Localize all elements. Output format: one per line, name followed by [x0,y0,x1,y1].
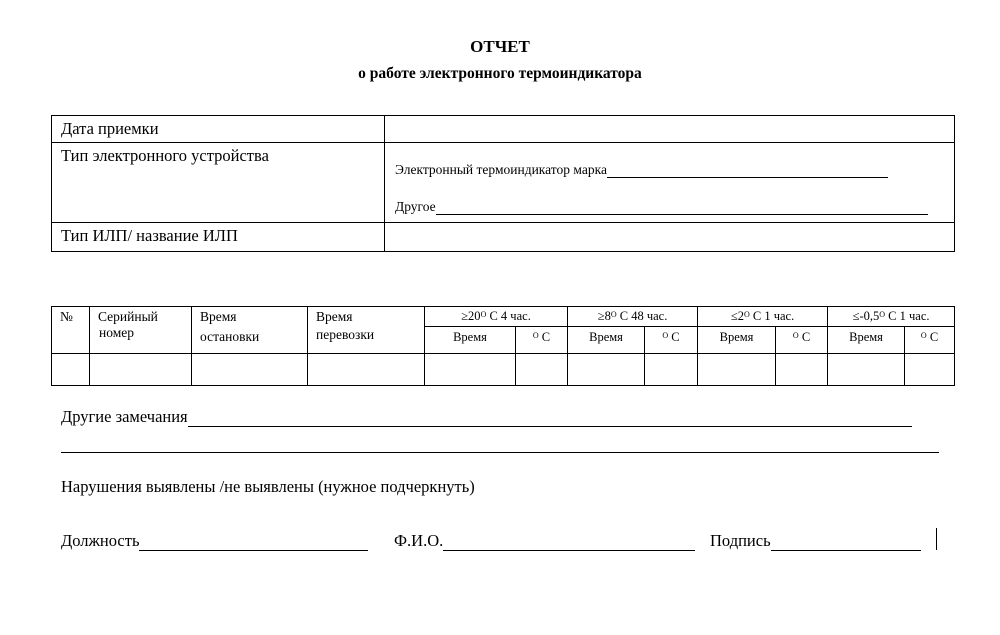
fio-label: Ф.И.О. [394,531,444,550]
cell-deg-3[interactable] [776,354,828,386]
cell-number[interactable] [52,354,90,386]
group-2-deg: O [610,310,617,319]
device-type-label-cell [52,143,385,223]
signature-row [710,531,921,551]
col-stop-time-header [192,307,308,354]
col-serial-label-1: Серийный [98,309,158,324]
cell-deg-4[interactable] [905,354,955,386]
col-stop-label-1: Время [200,309,237,324]
other-remarks-row [61,407,912,427]
violations-row [61,477,475,497]
cell-deg-1[interactable] [516,354,568,386]
cell-time-3[interactable] [698,354,776,386]
group-2-rest: С 48 час. [619,309,668,323]
sub-deg-2 [645,327,698,354]
readings-table [51,306,955,386]
sub-deg-1-sup: O [532,331,539,340]
device-option-thermo [395,162,888,178]
group-header-3 [698,307,828,327]
sub-time-2: Время [568,327,645,354]
col-transport-label-1: Время [316,309,353,324]
signature-label: Подпись [710,531,771,550]
group-1-op: ≥20 [461,309,481,323]
device-type-field [385,143,955,223]
col-serial-header [90,307,192,354]
group-2-op: ≥8 [597,309,611,323]
group-header-1 [425,307,568,327]
info-table [51,115,955,252]
other-remarks-input-line[interactable] [188,408,912,427]
col-stop-label-2: остановки [200,329,260,344]
fio-row [394,531,695,551]
table-row [52,354,955,386]
device-type-label: Тип электронного устройства [61,146,269,165]
report-title: ОТЧЕТ [470,37,530,56]
group-4-rest: С 1 час. [888,309,930,323]
sub-time-3: Время [698,327,776,354]
col-transport-time-header [308,307,425,354]
group-3-rest: С 1 час. [752,309,795,323]
sub-deg-2-label: С [671,330,680,344]
acceptance-date-label: Дата приемки [61,119,159,138]
sub-deg-3-label: С [801,330,811,344]
sub-deg-1 [516,327,568,354]
group-1-deg: O [480,310,487,319]
col-serial-label-2: номер [99,325,135,340]
col-number-header [52,307,90,354]
sub-deg-4-label: С [929,330,939,344]
position-input-line[interactable] [139,532,368,551]
col-number-label: № [60,309,73,324]
cell-time-1[interactable] [425,354,516,386]
sub-deg-4-sup: O [920,331,927,340]
group-3-op: ≤2 [730,309,744,323]
group-header-4 [828,307,955,327]
signature-end-mark [936,528,937,550]
sub-deg-1-label: С [541,330,551,344]
sub-time-1: Время [425,327,516,354]
cell-time-4[interactable] [828,354,905,386]
device-option-other [395,199,928,215]
group-1-rest: С 4 час. [489,309,531,323]
col-transport-label-2: перевозки [316,327,375,342]
signature-input-line[interactable] [771,532,921,551]
device-option-other-label: Другое [395,199,436,214]
fio-input-line[interactable] [443,532,695,551]
position-row [61,531,368,551]
sub-time-4: Время [828,327,905,354]
cell-transport-time[interactable] [308,354,425,386]
other-device-input-line[interactable] [436,200,928,215]
acceptance-date-label-cell [52,116,385,143]
violations-text: Нарушения выявлены /не выявлены (нужное подчеркнуть) [61,477,475,496]
acceptance-date-field[interactable] [385,116,955,143]
sub-deg-3 [776,327,828,354]
sub-deg-3-sup: O [792,331,799,340]
group-3-deg: O [743,310,750,319]
cell-time-2[interactable] [568,354,645,386]
sub-deg-2-sup: O [662,331,669,340]
group-4-deg: O [879,310,886,319]
device-option-thermo-label: Электронный термоиндикатор марка [395,162,607,177]
ilp-label: Тип ИЛП/ название ИЛП [61,226,238,245]
cell-serial[interactable] [90,354,192,386]
other-remarks-label: Другие замечания [61,407,188,426]
position-label: Должность [61,531,140,550]
ilp-label-cell [52,223,385,252]
thermo-brand-input-line[interactable] [607,163,888,178]
other-remarks-continuation-line[interactable] [61,452,939,453]
group-header-2 [568,307,698,327]
group-4-op: ≤-0,5 [852,309,880,323]
cell-stop-time[interactable] [192,354,308,386]
report-subtitle: о работе электронного термоиндикатора [358,65,642,82]
ilp-field[interactable] [385,223,955,252]
sub-deg-4 [905,327,955,354]
cell-deg-2[interactable] [645,354,698,386]
